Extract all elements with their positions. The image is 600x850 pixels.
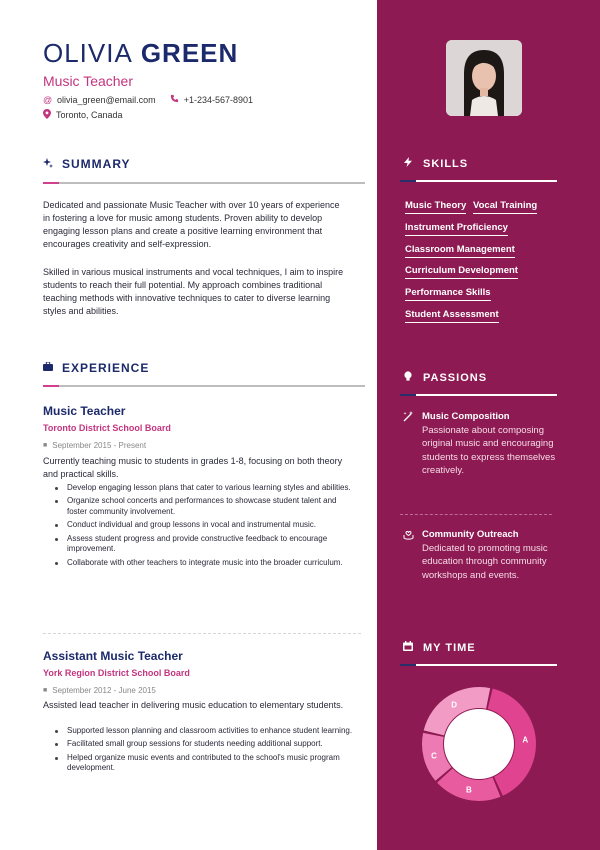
skill-tag: Music Theory (405, 200, 466, 214)
my-time-donut-chart (420, 685, 538, 803)
donut-label-d: D (451, 700, 457, 710)
job-description: Assisted lead teacher in delivering music education to elementary students. (43, 700, 344, 710)
experience-heading-text: EXPERIENCE (62, 361, 150, 375)
donut-label-c: C (431, 751, 437, 761)
passion-description: Passionate about composing original music and encouraging students to express themselves creatively. (422, 425, 556, 476)
list-item: Organize school concerts and performances to showcase student talent and foster community involvement. (55, 496, 355, 518)
job-company: Toronto District School Board (43, 423, 171, 433)
passion-title: Community Outreach (422, 529, 519, 540)
my-time-heading-text: MY TIME (423, 641, 476, 654)
at-icon: @ (43, 94, 53, 105)
hands-heart-icon (403, 529, 414, 543)
my-time-heading (403, 641, 476, 654)
list-item: Facilitated small group sessions for students needing additional support. (55, 739, 355, 750)
phone-icon (170, 94, 179, 105)
experience-divider (43, 385, 365, 387)
job-title: Assistant Music Teacher (43, 649, 183, 663)
passions-heading (403, 371, 487, 385)
location-row (43, 109, 123, 121)
profile-photo (446, 40, 522, 116)
list-item: Helped organize music events and contributed to the school's music program development. (55, 753, 355, 775)
list-item: Collaborate with other teachers to integrate music into the broader curriculum. (55, 558, 355, 569)
skills-heading-text: SKILLS (423, 157, 469, 170)
my-time-divider (400, 664, 557, 666)
experience-heading (43, 361, 149, 375)
list-item: Develop engaging lesson plans that cater to various learning styles and abilities. (55, 483, 355, 494)
skill-tag: Curriculum Development (405, 265, 518, 279)
passion-separator (400, 514, 552, 515)
passion-title: Music Composition (422, 411, 510, 422)
lightbulb-icon (403, 371, 413, 385)
passions-heading-text: PASSIONS (423, 372, 488, 384)
list-item: Conduct individual and group lessons in vocal and instrumental music. (55, 520, 355, 531)
list-item: Assess student progress and provide constructive feedback to encourage improvement. (55, 534, 355, 556)
calendar-icon: ■ (43, 687, 48, 694)
donut-hole (444, 709, 514, 779)
first-name: OLIVIA (43, 38, 133, 68)
job-role: Music Teacher (43, 73, 134, 89)
sparkle-icon (43, 158, 53, 171)
last-name: GREEN (140, 38, 239, 68)
skill-tag: Classroom Management (405, 244, 515, 258)
summary-divider (43, 182, 365, 184)
summary-heading-text: SUMMARY (62, 157, 131, 171)
phone-text: +1-234-567-8901 (183, 94, 253, 105)
skill-tag: Vocal Training (473, 200, 537, 214)
contact-row (43, 94, 267, 105)
job-company: York Region District School Board (43, 668, 190, 678)
lightning-icon (403, 157, 413, 170)
job-dates: ■ September 2012 - June 2015 (43, 686, 156, 695)
donut-label-b: B (465, 785, 472, 795)
donut-label-a: A (522, 735, 529, 745)
summary-paragraph-2: Skilled in various musical instruments and vocal techniques, I aim to inspire students to reach their full potential. My approach combines traditional teaching methods with innovative techniques to cater to diverse learning styles and abilities. (43, 267, 344, 317)
skill-tag: Instrument Proficiency (405, 222, 508, 236)
job-bullets (55, 483, 355, 571)
summary-heading (43, 157, 131, 171)
summary-paragraph-1: Dedicated and passionate Music Teacher with over 10 years of experience in fostering a love for music among students. Proven ability to develop engaging lesson plans and create a positive learning environment that encourages creativity and self-expression. (43, 200, 340, 250)
location-text: Toronto, Canada (56, 110, 123, 120)
skills-divider (400, 180, 557, 182)
email-text: olivia_green@email.com (57, 94, 156, 105)
full-name (43, 38, 238, 69)
skills-heading (403, 157, 468, 170)
skill-tag: Student Assessment (405, 309, 499, 323)
email-item[interactable] (43, 95, 156, 105)
calendar-icon: ■ (43, 442, 48, 449)
calendar-icon (403, 641, 413, 654)
skill-tag: Performance Skills (405, 287, 491, 301)
phone-item[interactable] (170, 94, 253, 105)
map-pin-icon (43, 109, 51, 121)
passions-divider (400, 394, 557, 396)
job-title: Music Teacher (43, 404, 126, 418)
magic-wand-icon (403, 411, 414, 425)
job-dates: ■ September 2015 - Present (43, 441, 147, 450)
job-description: Currently teaching music to students in grades 1-8, focusing on both theory and practical skills. (43, 456, 343, 479)
passion-description: Dedicated to promoting music education through community workshops and events. (422, 543, 548, 581)
job-separator (43, 633, 361, 634)
list-item: Supported lesson planning and classroom activities to enhance student learning. (55, 726, 355, 737)
job-bullets (55, 726, 355, 777)
briefcase-icon (43, 362, 53, 374)
